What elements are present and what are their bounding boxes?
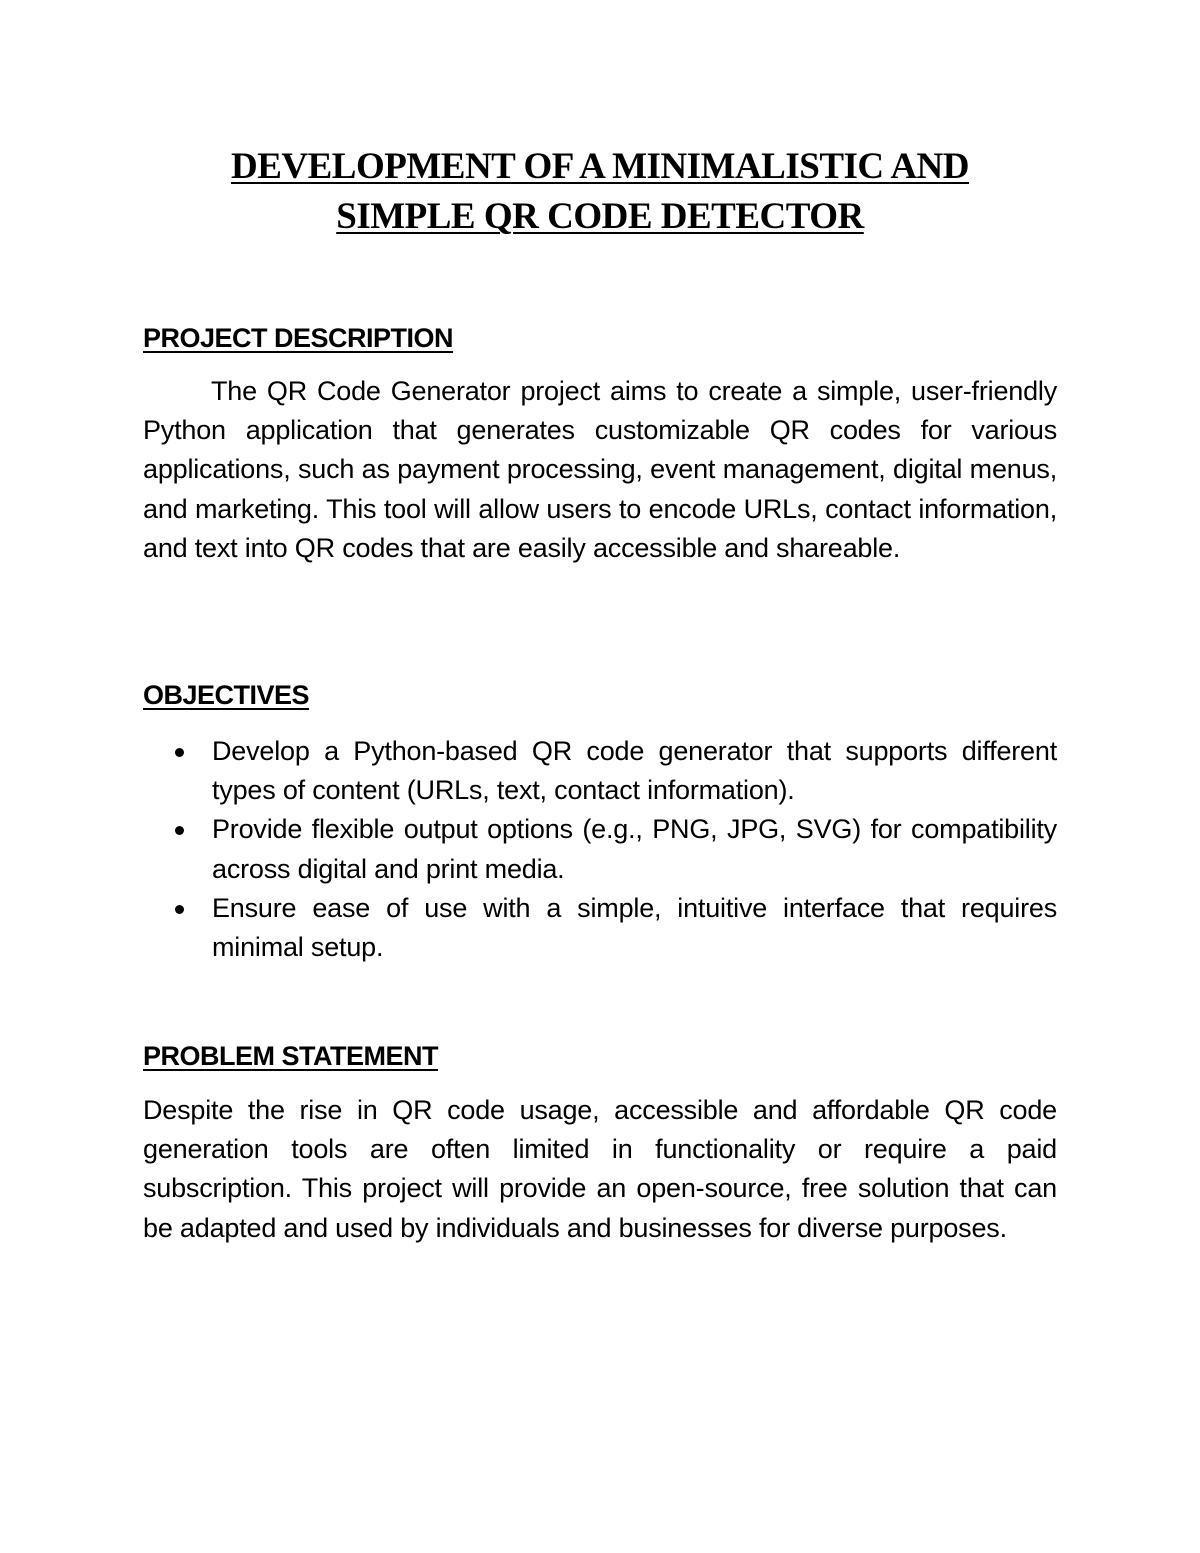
- objective-item-2: [143, 810, 1057, 888]
- objectives-list: [143, 732, 1057, 967]
- title-line-1: DEVELOPMENT OF A MINIMALISTIC AND: [231, 146, 969, 187]
- objective-text-3: Ensure ease of use with a simple, intuitive interface that requires minimal setup.: [212, 892, 1057, 963]
- problem-statement-heading: PROBLEM STATEMENT: [143, 1041, 438, 1071]
- objective-item-1: [143, 732, 1057, 810]
- bullet-icon: [175, 826, 184, 835]
- bullet-icon: [175, 748, 184, 757]
- objective-item-3: [143, 889, 1057, 967]
- document-title: [143, 142, 1057, 242]
- bullet-icon: [175, 905, 184, 914]
- problem-statement-text: Despite the rise in QR code usage, accessible and affordable QR code generation tools are often limited in functionality or require a paid subscription. This project will provide an open-source, free solution that can be adapted and used by individuals and businesses for diverse purposes.: [143, 1095, 1057, 1243]
- objective-text-1: Develop a Python-based QR code generator that supports different types of content (URLs, text, contact information).: [212, 736, 1057, 806]
- objective-text-2: Provide flexible output options (e.g., PNG, JPG, SVG) for compatibility across digital and print media.: [212, 814, 1057, 884]
- project-description-heading: PROJECT DESCRIPTION: [143, 323, 454, 353]
- project-description-text: The QR Code Generator project aims to create a simple, user-friendly Python application that generates customizable QR codes for various applications, such as payment processing, event management, digital menus, and marketing. This tool will allow users to encode URLs, contact information, and text into QR codes that are easily accessible and shareable.: [143, 376, 1057, 563]
- title-line-2: SIMPLE QR CODE DETECTOR: [336, 196, 864, 237]
- objectives-heading: OBJECTIVES: [143, 680, 310, 710]
